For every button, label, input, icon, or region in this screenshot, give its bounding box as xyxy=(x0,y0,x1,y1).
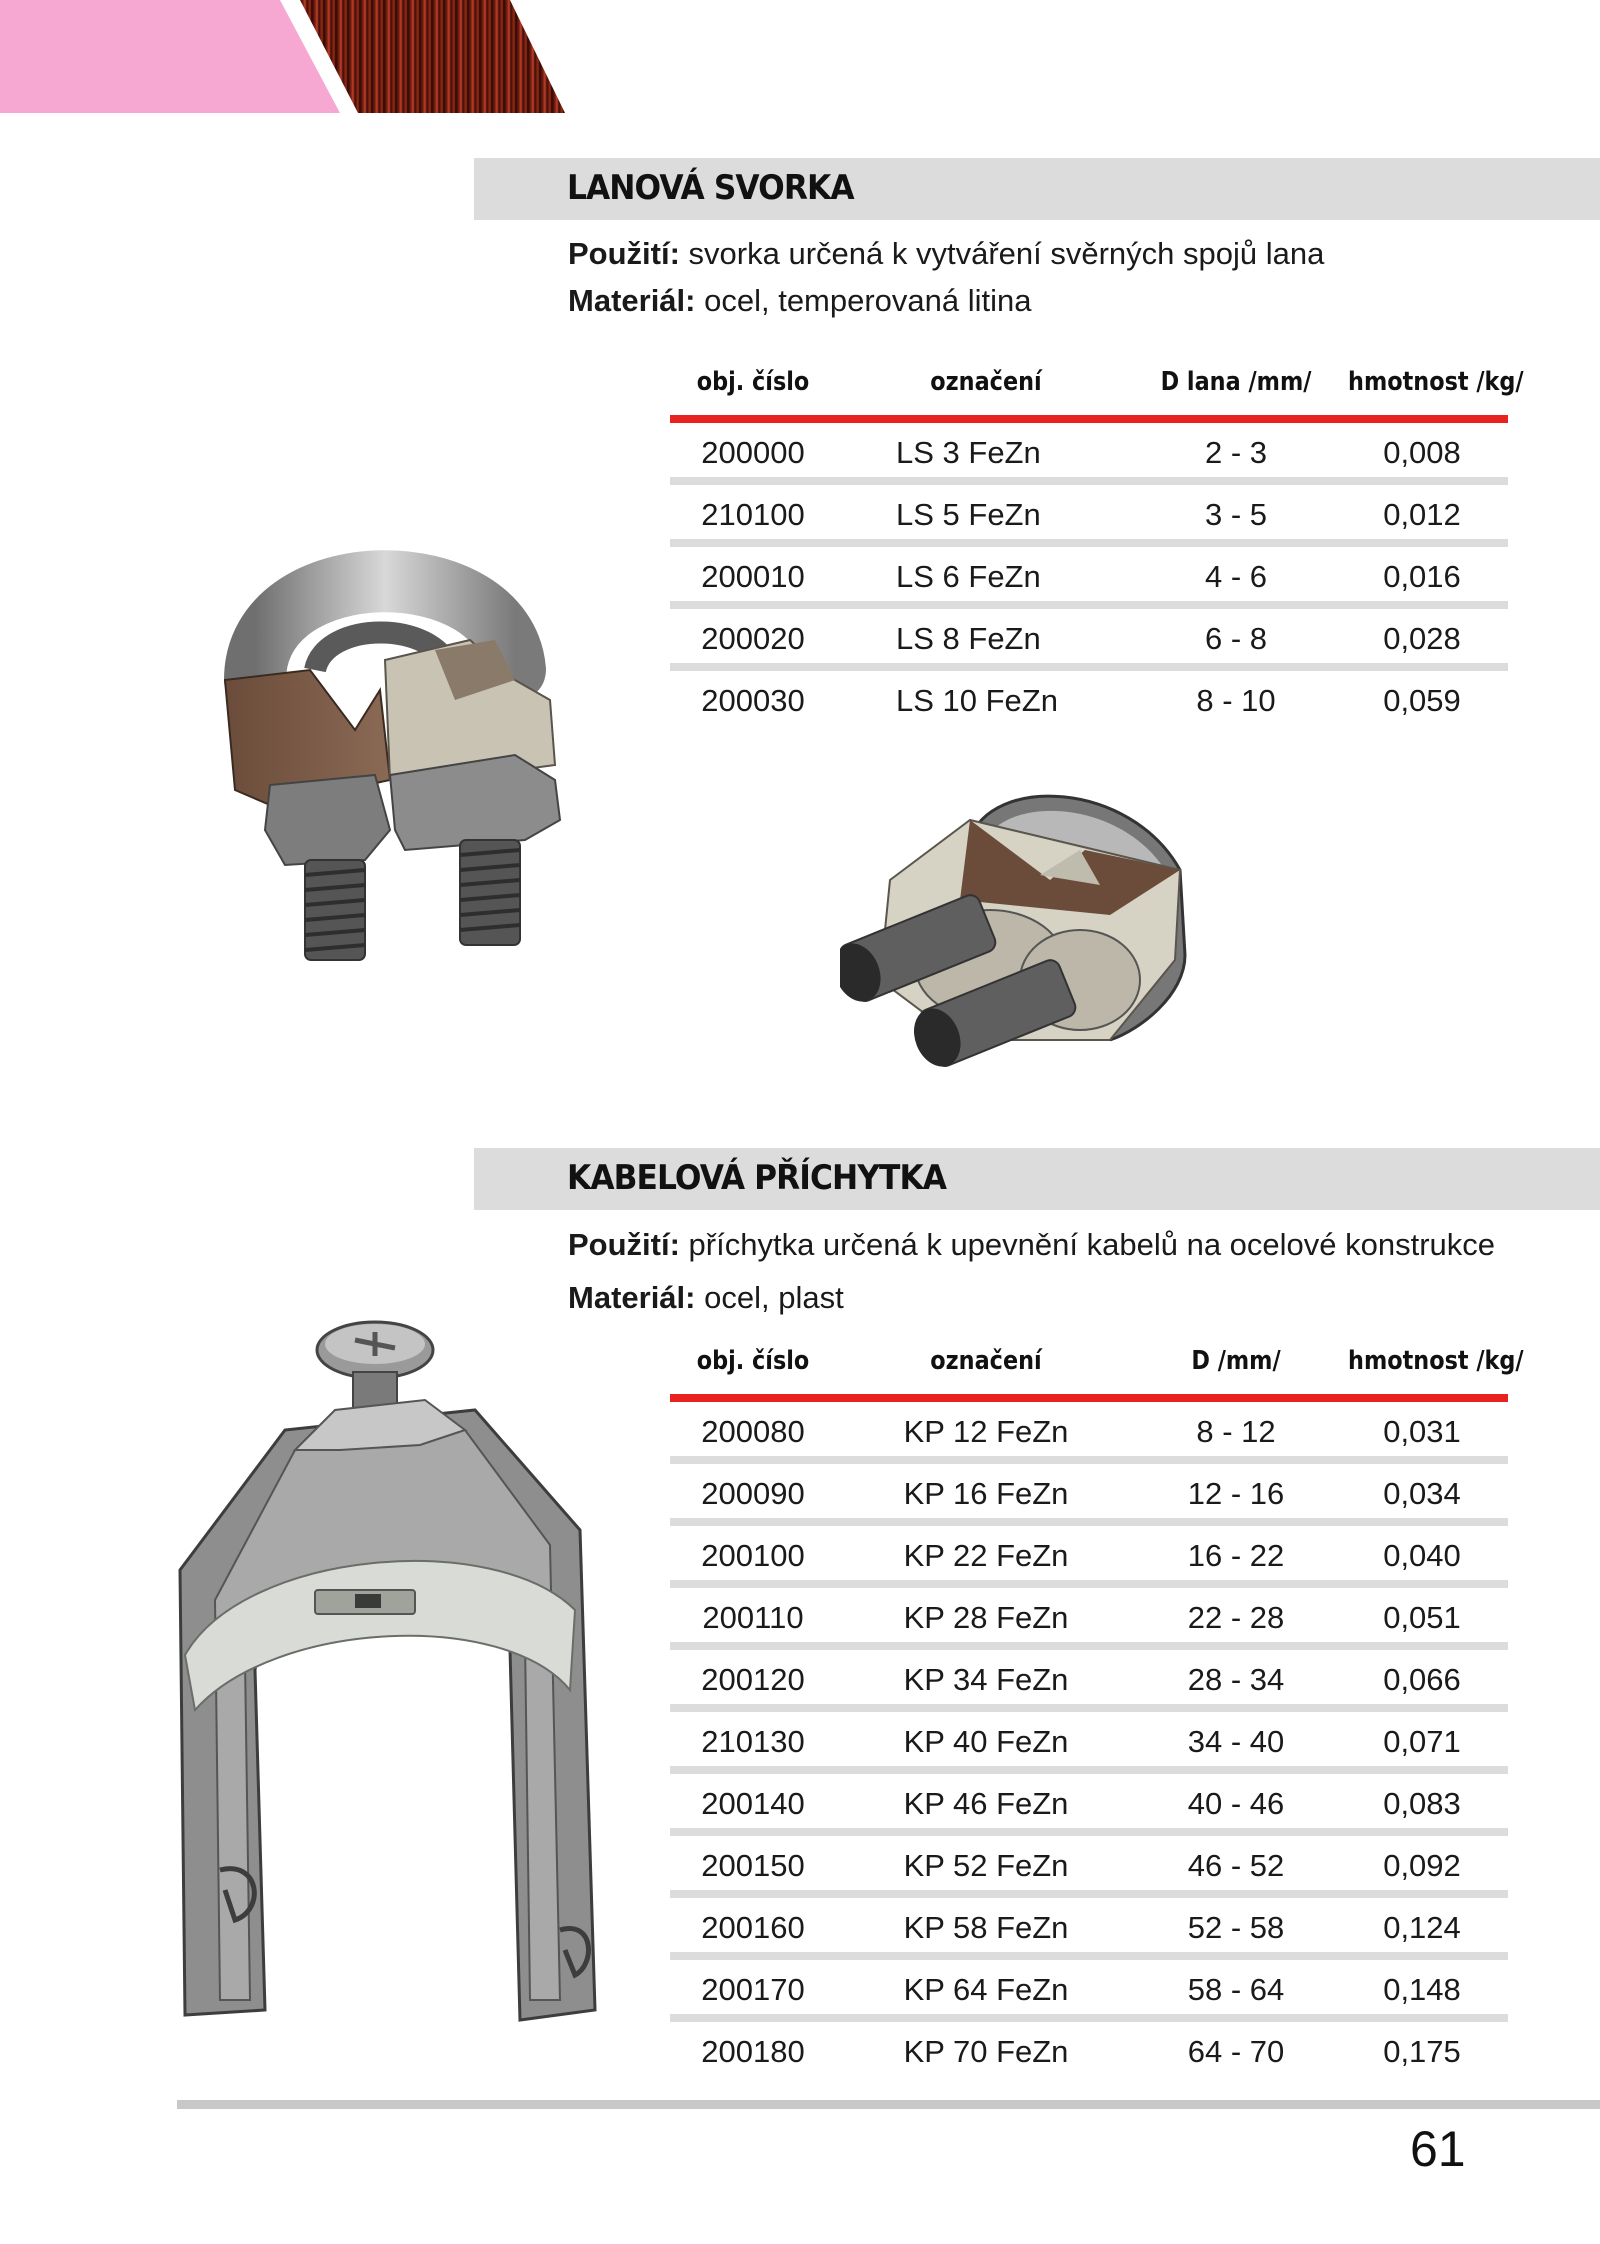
cell-diameter: 4 - 6 xyxy=(1204,559,1268,594)
table-row xyxy=(670,1712,1508,1774)
cell-diameter: 40 - 46 xyxy=(1187,1786,1285,1821)
header-copper-wires-image xyxy=(300,0,565,113)
wire-rope-clip-front-image xyxy=(215,530,585,970)
cell-oznaceni: LS 8 FeZn xyxy=(896,621,1041,656)
section-1-usage xyxy=(568,236,1324,272)
table-row xyxy=(670,1588,1508,1650)
cell-diameter: 3 - 5 xyxy=(1204,497,1268,532)
table-row xyxy=(670,671,1508,725)
page-number: 61 xyxy=(1410,2121,1466,2177)
cell-obj-cislo: 200110 xyxy=(702,1600,804,1635)
cell-hmotnost: 0,012 xyxy=(1383,497,1461,532)
cell-obj-cislo: 210100 xyxy=(701,497,805,532)
cell-diameter: 2 - 3 xyxy=(1204,435,1268,470)
table-row xyxy=(670,1402,1508,1464)
table-row xyxy=(670,1650,1508,1712)
footer-line xyxy=(177,2100,1600,2109)
cell-hmotnost: 0,124 xyxy=(1383,1910,1461,1945)
cell-hmotnost: 0,040 xyxy=(1383,1538,1461,1573)
cell-diameter: 34 - 40 xyxy=(1187,1724,1285,1759)
table-body xyxy=(670,423,1508,725)
table-row xyxy=(670,547,1508,609)
cell-oznaceni: KP 12 FeZn xyxy=(903,1414,1069,1449)
cell-hmotnost: 0,059 xyxy=(1383,683,1461,718)
material-label: Materiál: xyxy=(568,1280,696,1315)
header-hmotnost: hmotnost /kg/ xyxy=(1348,1346,1524,1376)
table-row xyxy=(670,2022,1508,2076)
material-label: Materiál: xyxy=(568,283,696,318)
cell-obj-cislo: 200080 xyxy=(701,1414,805,1449)
cell-diameter: 52 - 58 xyxy=(1187,1910,1285,1945)
cell-diameter: 16 - 22 xyxy=(1187,1538,1285,1573)
usage-text: příchytka určená k upevnění kabelů na ocelové konstrukce xyxy=(688,1227,1496,1262)
cell-obj-cislo: 200030 xyxy=(701,683,805,718)
table-header-divider xyxy=(670,415,1508,423)
section-2-material xyxy=(568,1280,844,1316)
cell-oznaceni: KP 34 FeZn xyxy=(903,1662,1069,1697)
cell-hmotnost: 0,016 xyxy=(1383,559,1461,594)
cell-hmotnost: 0,008 xyxy=(1383,435,1461,470)
cell-hmotnost: 0,051 xyxy=(1383,1600,1461,1635)
table-header xyxy=(670,355,1524,415)
cell-diameter: 8 - 10 xyxy=(1196,683,1276,718)
cell-oznaceni: KP 40 FeZn xyxy=(903,1724,1069,1759)
cell-oznaceni: LS 5 FeZn xyxy=(896,497,1041,532)
cell-obj-cislo: 200090 xyxy=(701,1476,805,1511)
material-text: ocel, temperovaná litina xyxy=(704,283,1032,318)
table-row xyxy=(670,1898,1508,1960)
cell-diameter: 22 - 28 xyxy=(1187,1600,1285,1635)
usage-text: svorka určená k vytváření svěrných spojů lana xyxy=(688,236,1325,271)
usage-label: Použití: xyxy=(568,1227,680,1262)
header-pink-banner xyxy=(0,0,340,113)
cell-oznaceni: KP 22 FeZn xyxy=(903,1538,1069,1573)
table-header-divider xyxy=(670,1394,1508,1402)
cell-obj-cislo: 200160 xyxy=(701,1910,805,1945)
cell-hmotnost: 0,148 xyxy=(1383,1972,1461,2007)
cell-oznaceni: LS 6 FeZn xyxy=(896,559,1041,594)
cell-oznaceni: KP 28 FeZn xyxy=(903,1600,1069,1635)
section-2-usage xyxy=(568,1227,1495,1263)
cell-diameter: 8 - 12 xyxy=(1196,1414,1276,1449)
cell-obj-cislo: 200100 xyxy=(701,1538,805,1573)
cell-obj-cislo: 200170 xyxy=(701,1972,805,2007)
header-d-lana: D lana /mm/ xyxy=(1160,367,1312,397)
table-row xyxy=(670,1464,1508,1526)
table-row xyxy=(670,423,1508,485)
section-1-table xyxy=(670,355,1524,725)
cell-hmotnost: 0,028 xyxy=(1383,621,1461,656)
cell-oznaceni: KP 58 FeZn xyxy=(903,1910,1069,1945)
cell-oznaceni: KP 52 FeZn xyxy=(903,1848,1069,1883)
cell-obj-cislo: 200020 xyxy=(701,621,805,656)
table-header xyxy=(670,1334,1524,1394)
cell-hmotnost: 0,175 xyxy=(1383,2034,1461,2069)
cell-hmotnost: 0,092 xyxy=(1383,1848,1461,1883)
cell-oznaceni: LS 3 FeZn xyxy=(896,435,1041,470)
cell-diameter: 28 - 34 xyxy=(1187,1662,1285,1697)
section-2-title: KABELOVÁ PŘÍCHYTKA xyxy=(567,1158,947,1198)
table-row xyxy=(670,1774,1508,1836)
cell-hmotnost: 0,066 xyxy=(1383,1662,1461,1697)
header-oznaceni: označení xyxy=(930,367,1042,397)
cell-hmotnost: 0,071 xyxy=(1383,1724,1461,1759)
wire-rope-clip-top-image xyxy=(840,780,1200,1075)
cell-obj-cislo: 200120 xyxy=(701,1662,805,1697)
cell-obj-cislo: 200010 xyxy=(701,559,805,594)
section-1-title: LANOVÁ SVORKA xyxy=(567,168,854,208)
cell-obj-cislo: 200180 xyxy=(701,2034,805,2069)
header-obj-cislo: obj. číslo xyxy=(696,1346,810,1376)
header-hmotnost: hmotnost /kg/ xyxy=(1348,367,1524,397)
cell-diameter: 64 - 70 xyxy=(1187,2034,1285,2069)
cell-obj-cislo: 200140 xyxy=(701,1786,805,1821)
cell-obj-cislo: 200000 xyxy=(701,435,805,470)
cell-diameter: 46 - 52 xyxy=(1187,1848,1285,1883)
table-row xyxy=(670,485,1508,547)
cell-diameter: 58 - 64 xyxy=(1187,1972,1285,2007)
section-2-table xyxy=(670,1334,1524,2076)
cell-diameter: 12 - 16 xyxy=(1187,1476,1285,1511)
cell-hmotnost: 0,083 xyxy=(1383,1786,1461,1821)
cell-obj-cislo: 210130 xyxy=(701,1724,805,1759)
cell-oznaceni: KP 46 FeZn xyxy=(903,1786,1069,1821)
header-obj-cislo: obj. číslo xyxy=(696,367,810,397)
table-row xyxy=(670,1836,1508,1898)
header-oznaceni: označení xyxy=(930,1346,1042,1376)
cell-hmotnost: 0,031 xyxy=(1383,1414,1461,1449)
usage-label: Použití: xyxy=(568,236,680,271)
cell-oznaceni: LS 10 FeZn xyxy=(896,683,1058,718)
table-row xyxy=(670,1960,1508,2022)
cell-obj-cislo: 200150 xyxy=(701,1848,805,1883)
table-row xyxy=(670,609,1508,671)
cell-hmotnost: 0,034 xyxy=(1383,1476,1461,1511)
table-row xyxy=(670,1526,1508,1588)
header-d: D /mm/ xyxy=(1191,1346,1281,1376)
section-1-material xyxy=(568,283,1032,319)
material-text: ocel, plast xyxy=(704,1280,844,1315)
table-body xyxy=(670,1402,1508,2076)
cell-oznaceni: KP 64 FeZn xyxy=(903,1972,1069,2007)
cell-diameter: 6 - 8 xyxy=(1204,621,1268,656)
cell-oznaceni: KP 70 FeZn xyxy=(903,2034,1069,2069)
cable-clamp-image xyxy=(165,1310,605,2030)
cell-oznaceni: KP 16 FeZn xyxy=(903,1476,1069,1511)
